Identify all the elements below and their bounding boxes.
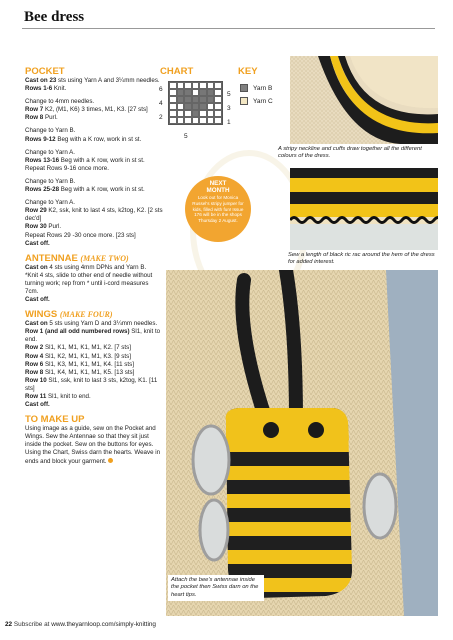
wings-text: Row 8: [25, 368, 44, 376]
hem-photo: [290, 168, 438, 250]
heart-chart: [168, 81, 223, 125]
pocket-paragraph: [25, 149, 163, 173]
makeup-instructions: [25, 425, 163, 465]
chart-cell: [207, 117, 215, 124]
chart-cell: [214, 103, 222, 110]
antennae-text: Cast off.: [25, 296, 50, 304]
chart-cell: [199, 103, 207, 110]
pocket-text: Rows 1-6: [25, 85, 53, 93]
chart-cell: [169, 96, 177, 103]
pocket-text: Row 30: [25, 223, 47, 231]
chart-cell: [169, 110, 177, 117]
pocket-text: Beg with a K row, work in st st.: [55, 135, 142, 143]
pocket-instructions: [25, 77, 163, 248]
end-dot-icon: [108, 458, 113, 463]
chart-cell: [207, 82, 215, 89]
wings-text: Row 2: [25, 344, 44, 352]
chart-cell: [192, 117, 200, 124]
pocket-photo: [166, 270, 438, 616]
pocket-text: Rows 9-12: [25, 135, 56, 143]
pocket-text: 23: [49, 77, 57, 84]
wings-paragraph: [25, 320, 163, 409]
chart-cell: [184, 96, 192, 103]
yarn-c-swatch: [240, 97, 248, 105]
makeup-text: Using image as a guide, sew on the Pocket and Wings. Sew the Antennae so that they sit just inside the pocket. Sew on the buttons for eyes. Using the Chart, Swiss darn the hearts. Weave in ends and block your garment.: [25, 425, 161, 465]
yarn-c-label: Yarn C: [253, 98, 273, 105]
pocket-heading: POCKET: [25, 66, 65, 77]
footer-link[interactable]: www.theyarnloop.com/simply-knitting: [51, 621, 156, 628]
wings-text: Row 1 (and all odd numbered rows): [25, 328, 130, 336]
wings-text: Cast off.: [25, 401, 50, 409]
chart-row-number: 3: [227, 105, 231, 112]
pocket-text: Cast off.: [25, 239, 50, 247]
chart-cell: [169, 89, 177, 96]
chart-cell: [207, 103, 215, 110]
wings-instructions: [25, 320, 163, 409]
pocket-caption: Attach the bee's antennae inside the pocket then Swiss darn on the heart tips.: [168, 575, 264, 601]
chart-cell: [199, 117, 207, 124]
badge-title: MONTH: [206, 186, 230, 194]
footer: [5, 621, 156, 628]
chart-row-number: 5: [227, 91, 231, 98]
pocket-text: Row 29: [25, 207, 47, 215]
pocket-text: Row 8: [25, 114, 44, 122]
badge-title: NEXT: [209, 180, 227, 187]
chart-row-number: 6: [159, 86, 163, 93]
chart-cell: [214, 117, 222, 124]
wings-text: Row 4: [25, 352, 44, 360]
pocket-text: Change to Yarn B.: [25, 127, 76, 135]
yarn-b-swatch: [240, 84, 248, 92]
pattern-column: [25, 66, 163, 471]
chart-cell: [169, 82, 177, 89]
wings-text: Sl1, K2, M1, K1, M1, K3. [9 sts]: [43, 352, 131, 360]
pocket-text: Repeat Rows 9-16 once more.: [25, 164, 109, 172]
pocket-text: Change to Yarn A.: [25, 148, 75, 156]
chart-cell: [207, 110, 215, 117]
antennae-instructions: [25, 264, 163, 304]
chart-cell: [214, 89, 222, 96]
chart-cell: [184, 103, 192, 110]
pocket-text: Beg with a K row, work in st st.: [59, 156, 145, 164]
page-number: 22: [5, 621, 13, 628]
wings-text: Sl1, knit to end.: [25, 328, 161, 344]
pocket-text: K2, ssk, knit to last 4 sts, k2tog, K2. [2 sts dec'd]: [25, 207, 163, 223]
pocket-text: Purl.: [43, 114, 58, 122]
pocket-paragraph: [25, 178, 163, 194]
pocket-text: sts using Yarn A and 3¼mm needles.: [56, 77, 160, 84]
pocket-text: Purl.: [46, 223, 62, 231]
pocket-text: Rows 13-16: [25, 156, 60, 164]
pocket-paragraph: [25, 98, 163, 122]
chart-row-number: 2: [159, 114, 163, 121]
pocket-text: Knit.: [52, 85, 67, 93]
pocket-illustration: [166, 270, 438, 616]
wings-text: Cast on: [25, 320, 48, 328]
neckline-caption: A stripy neckline and cuffs draw together all the different colours of the dress.: [278, 146, 422, 160]
wings-text: Row 6: [25, 360, 44, 368]
wings-text: Sl1, K3, M1, K1, M1, K4. [11 sts]: [43, 360, 134, 368]
antennae-text: *Knit 4 sts, slide to other end of needle without turning work; rep from * until i-cord measures 7cm.: [25, 271, 153, 295]
antennae-text: Cast on: [25, 263, 48, 271]
chart-cell: [199, 110, 207, 117]
pocket-text: Change to 4mm needles.: [25, 98, 95, 106]
chart-cell: [169, 103, 177, 110]
chart-cell: [214, 110, 222, 117]
chart-cell: [177, 82, 185, 89]
next-month-badge: [185, 176, 251, 242]
wings-text: Row 10: [25, 376, 47, 384]
wings-heading-sub: (MAKE FOUR): [59, 310, 113, 320]
pocket-text: Change to Yarn B.: [25, 177, 76, 185]
wings-text: Row 11: [25, 393, 47, 400]
chart-cell: [207, 89, 215, 96]
chart-cell: [214, 96, 222, 103]
hem-illustration: [290, 168, 438, 250]
pocket-text: K2, (M1, K6) 3 times, M1, K3. [27 sts]: [43, 106, 148, 114]
chart-cell: [192, 110, 200, 117]
chart-row-number: 1: [227, 119, 231, 126]
badge-text: Look out for Monica Russel's stripy jumper for kids, filled with fun! Issue 176 will be in the shops Thursday 2 August.: [192, 195, 244, 224]
wings-text: Sl1, K1, M1, K1, M1, K2. [7 sts]: [43, 344, 131, 352]
chart-cell: [177, 89, 185, 96]
chart-row-number: 4: [159, 100, 163, 107]
pocket-text: Cast on: [25, 77, 48, 84]
chart-cell: [192, 96, 200, 103]
pocket-text: Repeat Rows 29 -30 once more. [23 sts]: [25, 231, 136, 239]
chart-cell: [177, 117, 185, 124]
antennae-heading-sub: (MAKE TWO): [80, 253, 129, 263]
chart-cell: [199, 96, 207, 103]
title-rule: [22, 28, 435, 29]
chart-cell: [214, 82, 222, 89]
neckline-photo: [290, 56, 438, 144]
pocket-text: Row 7: [25, 106, 44, 114]
chart-cell: [192, 89, 200, 96]
wings-text: Sl1, ssk, knit to last 3 sts, k2tog, K1. [11 sts]: [25, 376, 158, 392]
chart-cell: [207, 96, 215, 103]
wings-text: 5 sts using Yarn D and 3¼mm needles.: [47, 320, 158, 328]
footer-text: Subscribe at: [13, 621, 52, 628]
pocket-paragraph: [25, 127, 163, 143]
chart-cell: [184, 110, 192, 117]
chart-cell: [169, 117, 177, 124]
chart-cell: [177, 103, 185, 110]
chart-cell: [177, 96, 185, 103]
pocket-paragraph: [25, 199, 163, 248]
pocket-text: Change to Yarn A.: [25, 199, 75, 207]
wings-heading-text: WINGS: [25, 309, 58, 321]
chart-cell: [199, 89, 207, 96]
pocket-paragraph: [25, 77, 163, 93]
chart-cell: [184, 89, 192, 96]
makeup-heading: TO MAKE UP: [25, 414, 85, 426]
page-title: Bee dress: [24, 9, 85, 25]
chart-cell: [199, 82, 207, 89]
yarn-b-label: Yarn B: [253, 85, 273, 92]
wings-heading: [25, 309, 163, 320]
antennae-paragraph: [25, 264, 163, 304]
chart-heading: CHART: [160, 66, 194, 77]
chart-cell: [192, 103, 200, 110]
wings-text: Sl1, knit to end.: [46, 393, 91, 400]
antennae-heading-text: ANTENNAE: [25, 252, 78, 264]
chart-column-number: 5: [184, 133, 188, 140]
chart-cell: [192, 82, 200, 89]
pocket-text: Rows 25-28: [25, 186, 60, 194]
neckline-illustration: [290, 56, 438, 144]
antennae-heading: [25, 253, 163, 264]
key-heading: KEY: [238, 66, 258, 77]
antennae-text: 4 sts using 4mm DPNs and Yarn B.: [47, 263, 147, 271]
chart-cell: [184, 117, 192, 124]
chart-cell: [184, 82, 192, 89]
pocket-text: Beg with a K row, work in st st.: [59, 186, 145, 194]
hem-caption: Sew a length of black ric rac around the hem of the dress for added interest.: [288, 252, 435, 266]
chart-cell: [177, 110, 185, 117]
wings-text: Sl1, K4, M1, K1, M1, K5. [13 sts]: [43, 368, 135, 376]
